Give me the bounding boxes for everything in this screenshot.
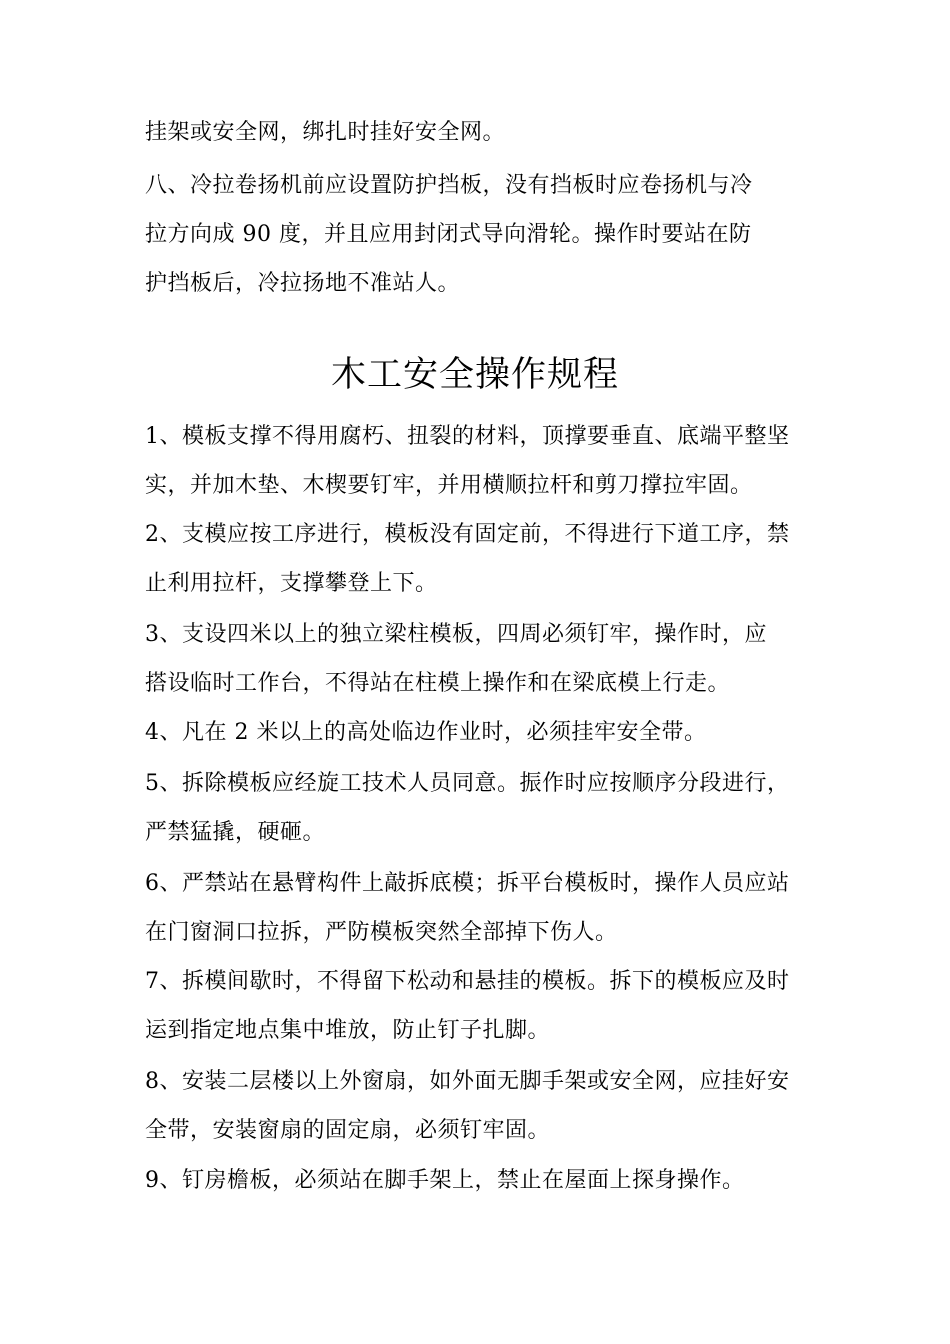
- rule-line: 严禁猛撬，硬砸。: [145, 820, 326, 845]
- paragraph-line: 挂架或安全网，绑扎时挂好安全网。: [145, 120, 506, 145]
- rule-line: 3、支设四米以上的独立梁柱模板，四周必须钉牢，操作时，应: [145, 622, 767, 647]
- paragraph-line: 护挡板后，冷拉扬地不准站人。: [145, 271, 461, 296]
- rule-line: 实，并加木垫、木楔要钉牢，并用横顺拉杆和剪刀撑拉牢固。: [145, 473, 753, 498]
- rule-line: 止利用拉杆，支撑攀登上下。: [145, 571, 438, 596]
- rule-line: 9、钉房檐板，必须站在脚手架上，禁止在屋面上探身操作。: [145, 1168, 745, 1193]
- rule-line: 2、支模应按工序进行，模板没有固定前，不得进行下道工序，禁: [145, 522, 790, 547]
- rule-line: 4、凡在 2 米以上的高处临边作业时，必须挂牢安全带。: [145, 720, 707, 745]
- rule-line: 运到指定地点集中堆放，防止钉子扎脚。: [145, 1018, 551, 1043]
- section-title: 木工安全操作规程: [330, 355, 619, 395]
- rule-line: 5、拆除模板应经旋工技术人员同意。振作时应按顺序分段进行，: [145, 771, 790, 796]
- rule-line: 8、安装二层楼以上外窗扇，如外面无脚手架或安全网，应挂好安: [145, 1069, 790, 1094]
- rule-line: 7、拆模间歇时，不得留下松动和悬挂的模板。拆下的模板应及时: [145, 969, 790, 994]
- rule-line: 1、模板支撑不得用腐朽、扭裂的材料，顶撑要垂直、底端平整坚: [145, 424, 790, 449]
- paragraph-line: 拉方向成 90 度，并且应用封闭式导向滑轮。操作时要站在防: [145, 222, 752, 247]
- rule-line: 全带，安装窗扇的固定扇，必须钉牢固。: [145, 1118, 551, 1143]
- rule-line: 6、严禁站在悬臂构件上敲拆底模；拆平台模板时，操作人员应站: [145, 871, 790, 896]
- paragraph-line: 八、冷拉卷扬机前应设置防护挡板，没有挡板时应卷扬机与冷: [145, 173, 753, 198]
- rule-line: 在门窗洞口拉拆，严防模板突然全部掉下伤人。: [145, 920, 618, 945]
- rule-line: 搭设临时工作台，不得站在柱模上操作和在梁底模上行走。: [145, 671, 731, 696]
